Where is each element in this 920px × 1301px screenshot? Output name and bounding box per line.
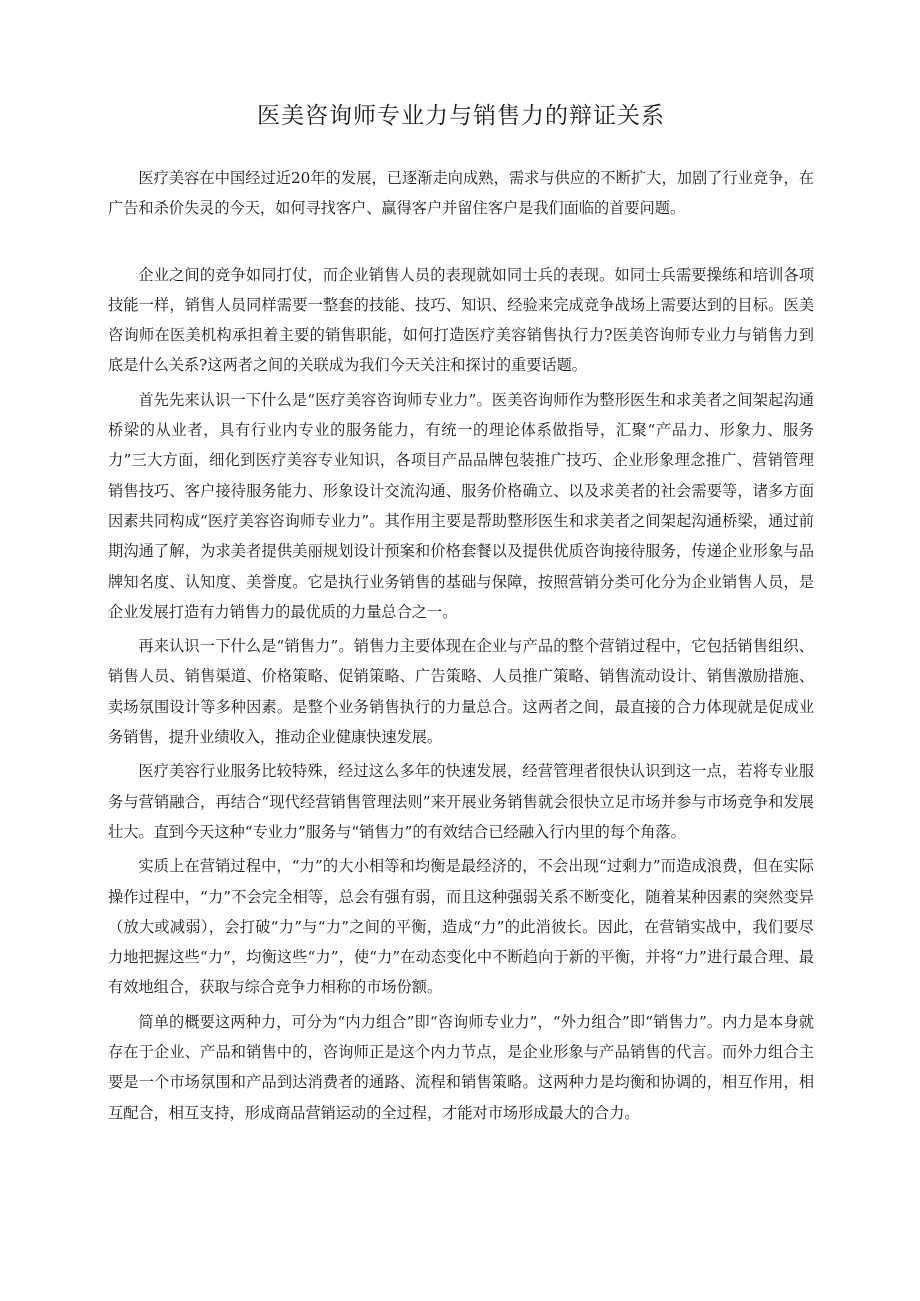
paragraph-summary: 简单的概要这两种力，可分为“内力组合”即“咨询师专业力”，“外力组合”即“销售力”。内力是本身就存在于企业、产品和销售中的，咨询师正是这个内力节点，是企业形象与产品销售的代言。而外力组合主要是一个市场氛围和产品到达消费者的通路、流程和销售策略。这两种力是均衡和协调的，相互作用，相互配合，相互支持，形成商品营销运动的全过程，才能对市场形成最大的合力。 (108, 1012, 814, 1122)
paragraph-intro: 医疗美容在中国经过近20年的发展，已逐渐走向成熟，需求与供应的不断扩大，加剧了行业竞争，在广告和杀价失灵的今天，如何寻找客户、赢得客户并留住客户是我们面临的首要问题。 (108, 169, 814, 218)
paragraph-balance: 实质上在营销过程中，“力”的大小相等和均衡是最经济的，不会出现“过剩力”而造成浪费，但在实际操作过程中，“力”不会完全相等，总会有强有弱，而且这种强弱关系不断变化，随着某种因素的突然变异（放大或减弱），会打破“力”与“力”之间的平衡，造成“力”的此消彼长。因此，在营销实战中，我们要尽力地把握这些“力”，均衡这些“力”，使“力”在动态变化中不断趋向于新的平衡，并将“力”进行最合理、最有效地组合，获取与综合竞争力相称的市场份额。 (108, 857, 814, 997)
paragraph-competition: 企业之间的竞争如同打仗，而企业销售人员的表现就如同士兵的表现。如同士兵需要操练和培训各项技能一样，销售人员同样需要一整套的技能、技巧、知识、经验来完成竞争战场上需要达到的目标。医美咨询师在医美机构承担着主要的销售职能，如何打造医疗美容销售执行力?医美咨询师专业力与销售力到底是什么关系?这两者之间的关联成为我们今天关注和探讨的重要话题。 (108, 265, 814, 375)
document-body (108, 163, 814, 1132)
paragraph-professional-power: 首先先来认识一下什么是“医疗美容咨询师专业力”。医美咨询师作为整形医生和求美者之间架起沟通桥梁的从业者，具有行业内专业的服务能力，有统一的理论体系做指导，汇聚“产品力、形象力、服务力”三大方面，细化到医疗美容专业知识，各项目产品品牌包装推广技巧、企业形象理念推广、营销管理销售技巧、客户接待服务能力、形象设计交流沟通、服务价格确立、以及求美者的社会需要等，诸多方面因素共同构成“医疗美容咨询师专业力”。其作用主要是帮助整形医生和求美者之间架起沟通桥梁，通过前期沟通了解，为求美者提供美丽规划设计预案和价格套餐以及提供优质咨询接待服务，传递企业形象与品牌知名度、认知度、美誉度。它是执行业务销售的基础与保障，按照营销分类可化分为企业销售人员，是企业发展打造有力销售力的最优质的力量总合之一。 (108, 390, 814, 621)
document-title: 医美咨询师专业力与销售力的辩证关系 (257, 103, 665, 129)
paragraph-sales-power: 再来认识一下什么是“销售力”。销售力主要体现在企业与产品的整个营销过程中，它包括销售组织、销售人员、销售渠道、价格策略、促销策略、广告策略、人员推广策略、销售流动设计、销售激励措施、卖场氛围设计等多种因素。是整个业务销售执行的力量总合。这两者之间，最直接的合力体现就是促成业务销售，提升业绩收入，推动企业健康快速发展。 (108, 637, 814, 747)
paragraph-industry: 医疗美容行业服务比较特殊，经过这么多年的快速发展，经营管理者很快认识到这一点，若将专业服务与营销融合，再结合“现代经营销售管理法则”来开展业务销售就会很快立足市场并参与市场竞争和发展壮大。直到今天这种“专业力”服务与“销售力”的有效结合已经融入行内里的每个角落。 (108, 762, 814, 841)
